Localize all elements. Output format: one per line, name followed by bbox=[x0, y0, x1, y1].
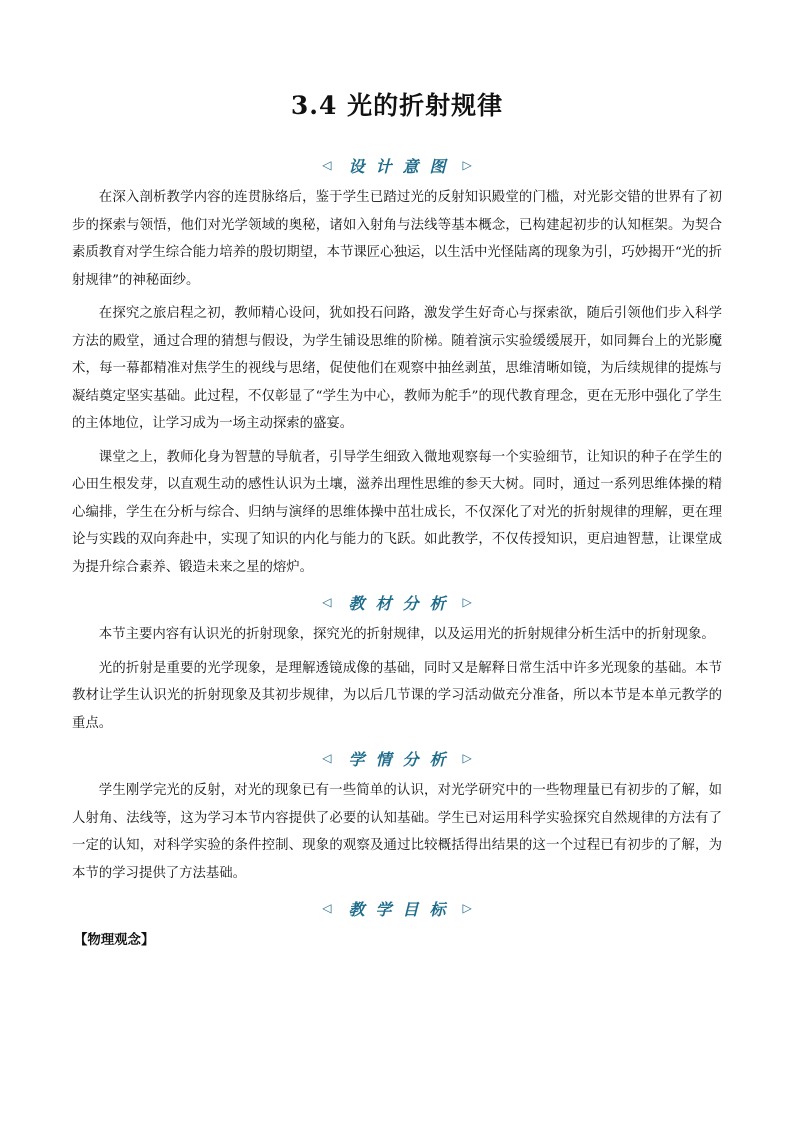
paragraph: 在探究之旅启程之初，教师精心设问，犹如投石问路，激发学生好奇心与探索欲，随后引领他们步入科学方法的殿堂，通过合理的猜想与假设，为学生铺设思维的阶梯。随着演示实验缓缓展开，如同舞台上的光影魔术，每一幕都精准对焦学生的视线与思绪，促使他们在观察中抽丝剥茧，思维清晰如镜，为后续规律的提炼与凝结奠定坚实基础。此过程，不仅彰显了“学生为中心，教师为舵手”的现代教育理念，更在无形中强化了学生的主体地位，让学习成为一场主动探索的盛宴。 bbox=[72, 306, 722, 431]
section-header-teaching-objectives bbox=[72, 893, 722, 923]
section-header-label: 教材分析 bbox=[348, 593, 457, 613]
triangle-right-icon: ▷ bbox=[462, 158, 472, 172]
triangle-left-icon: ◁ bbox=[322, 901, 332, 915]
section-header-label: 设计意图 bbox=[348, 156, 457, 176]
section-header-design-intent bbox=[72, 150, 722, 180]
section-header-textbook-analysis bbox=[72, 587, 722, 617]
section-header-label: 学情分析 bbox=[348, 749, 457, 769]
triangle-right-icon: ▷ bbox=[462, 595, 472, 609]
paragraph: 本节主要内容有认识光的折射现象，探究光的折射规律，以及运用光的折射规律分析生活中的折射现象。 bbox=[98, 627, 715, 642]
paragraph: 学生刚学完光的反射，对光的现象已有一些简单的认识，对光学研究中的一些物理量已有初步的了解，如人射角、法线等，这为学习本节内容提供了必要的认知基础。学生已对运用科学实验探究自然规律的方法有了一定的认知，对科学实验的条件控制、现象的观察及通过比较概括得出结果的这一个过程已有初步的了解，为本节的学习提供了方法基础。 bbox=[72, 783, 722, 881]
triangle-left-icon: ◁ bbox=[322, 595, 332, 609]
triangle-left-icon: ◁ bbox=[322, 751, 332, 765]
section-header-label: 教学目标 bbox=[348, 899, 457, 919]
triangle-right-icon: ▷ bbox=[462, 751, 472, 765]
paragraph: 在深入剖析教学内容的连贯脉络后，鉴于学生已踏过光的反射知识殿堂的门槛，对光影交错的世界有了初步的探索与领悟，他们对光学领域的奥秘，诸如入射角与法线等基本概念，已构建起初步的认知框架。为契合素质教育对学生综合能力培养的殷切期望，本节课匠心独运，以生活中光怪陆离的现象为引，巧妙揭开“光的折射规律”的神秘面纱。 bbox=[72, 190, 722, 288]
page-title: 3.4 光的折射规律 bbox=[290, 91, 504, 120]
sub-heading-physics-concepts: 【物理观念】 bbox=[74, 932, 155, 948]
paragraph: 光的折射是重要的光学现象，是理解透镜成像的基础，同时又是解释日常生活中许多光现象的基础。本节教材让学生认识光的折射现象及其初步规律，为以后几节课的学习活动做充分准备，所以本节是本单元教学的重点。 bbox=[72, 660, 722, 731]
paragraph: 课堂之上，教师化身为智慧的导航者，引导学生细致入微地观察每一个实验细节，让知识的种子在学生的心田生根发芽，以直观生动的感性认识为土壤，滋养出理性思维的参天大树。同时，通过一系列思维体操的精心编排，学生在分析与综合、归纳与演绎的思维体操中茁壮成长，不仅深化了对光的折射规律的理解，更在理论与实践的双向奔赴中，实现了知识的内化与能力的飞跃。如此教学，不仅传授知识，更启迪智慧，让课堂成为提升综合素养、锻造未来之星的熔炉。 bbox=[72, 449, 722, 575]
section-header-learner-analysis bbox=[72, 743, 722, 773]
document-page bbox=[72, 88, 722, 954]
triangle-right-icon: ▷ bbox=[462, 901, 472, 915]
triangle-left-icon: ◁ bbox=[322, 158, 332, 172]
